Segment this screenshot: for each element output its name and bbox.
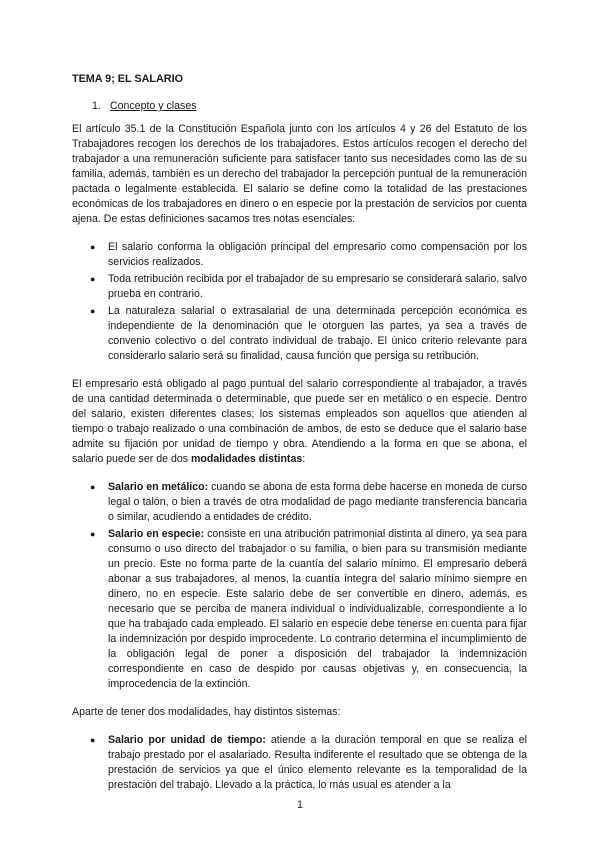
bullet-icon: ● [90,482,96,492]
bullet-icon: ● [90,735,96,745]
page-title: TEMA 9; EL SALARIO [72,73,183,85]
list-item [72,272,527,302]
list-item [72,527,527,692]
note-text: Toda retribución recibida por el trabajador de su empresario se considerará salario, salvo prueba en contrario. [108,273,527,300]
notes-list [72,240,527,364]
item-term: Salario en especie: [108,528,205,540]
list-item [72,304,527,364]
sistemas-list [72,733,527,793]
payment-paragraph [72,377,527,467]
bullet-icon: ● [90,274,96,284]
section-number: 1. [92,100,101,112]
payment-text: El empresario está obligado al pago puntual del salario correspondiente al trabajador, a través de una cantidad determinada o determinable, que puede ser en metálico o en especie. Dentro del salario, existen diferentes clases; los sistemas empleados son aquellos que atienden al tiempo o trabajo realizado o una combinación de ambos, de esto se deduce que el salario base admite su fijación por unidad de tiempo y obra. Atendiendo a la forma en que se abona, el salario puede ser de dos [72,378,527,465]
note-text: El salario conforma la obligación principal del empresario como compensación por los servicios realizados. [108,241,527,268]
payment-end: : [302,453,306,465]
page-content [72,64,527,795]
modalidades-list [72,480,527,692]
intro-paragraph: El artículo 35.1 de la Constitución Española junto con los artículos 4 y 26 del Estatuto de los Trabajadores recogen los derechos de los trabajadores. Estos artículos recogen el derecho del trabajador a una remuneración suficiente para satisfacer tanto sus necesidades como las de su familia, además, también es un derecho del trabajador la percepción puntual de la remuneración pactada o legalmente establecida. El salario se define como la totalidad de las prestaciones económicas de los trabajadores en dinero o en especie por la prestación de servicios por cuenta ajena. De estas definiciones sacamos tres notas esenciales: [72,123,527,225]
list-item [72,480,527,525]
note-text: La naturaleza salarial o extrasalarial de una determinada percepción económica es independiente de la denominación que le otorguen las partes, ya sea a través de convenio colectivo o del contrato individual de trabajo. El único criterio relevante para considerarlo salario será su finalidad, causa función que persiga su retribución. [108,305,527,362]
item-text: atiende a la duración temporal en que se realiza el trabajo prestado por el asalariado. Resulta indiferente el resultado que se obtenga de la prestación de servicios ya que el único elemento relevante es la temporalidad de la prestación del trabajo. Llevado a la práctica, lo más usual es atender a la [108,734,527,791]
bullet-icon: ● [90,529,96,539]
section-label: Concepto y clases [109,100,197,112]
item-term: Salario por unidad de tiempo: [108,734,266,746]
list-item [72,733,527,793]
list-item [72,240,527,270]
bullet-icon: ● [90,306,96,316]
item-text: cuando se abona de esta forma debe hacerse en moneda de curso legal o talón, o bien a través de otra modalidad de pago mediante transferencia bancaria o similar, acudiendo a entidades de crédito. [108,481,528,523]
page-number: 1 [297,799,303,811]
item-text: consiste en una atribución patrimonial distinta al dinero, ya sea para consumo o uso directo del trabajador o su familia, o bien para su transmisión mediante un precio. Este no forma parte de la cuantía del salario mínimo. El empresario deberá abonar a sus trabajadores, al menos, la cuantía íntegra del salario mínimo siempre en dinero, no en especie. Este salario debe de ser convertible en dinero, además, es necesario que se perciba de manera individual o individualizable, correspondiente a lo que ha trabajado cada empleado. El salario en especie debe tenerse en cuenta para fijar la indemnización por despido improcedente. Lo contrario determina el incumplimiento de la obligación legal de poner a disposición del trabajador la indemnización correspondiente en caso de despido por causas objetivas y, en consecuencia, la improcedencia de la extinción. [108,528,527,690]
item-term: Salario en metálico: [108,481,209,493]
bullet-icon: ● [90,242,96,252]
section-heading [92,99,527,114]
payment-bold: modalidades distintas [190,453,303,465]
sistemas-intro: Aparte de tener dos modalidades, hay distintos sistemas: [72,706,341,718]
